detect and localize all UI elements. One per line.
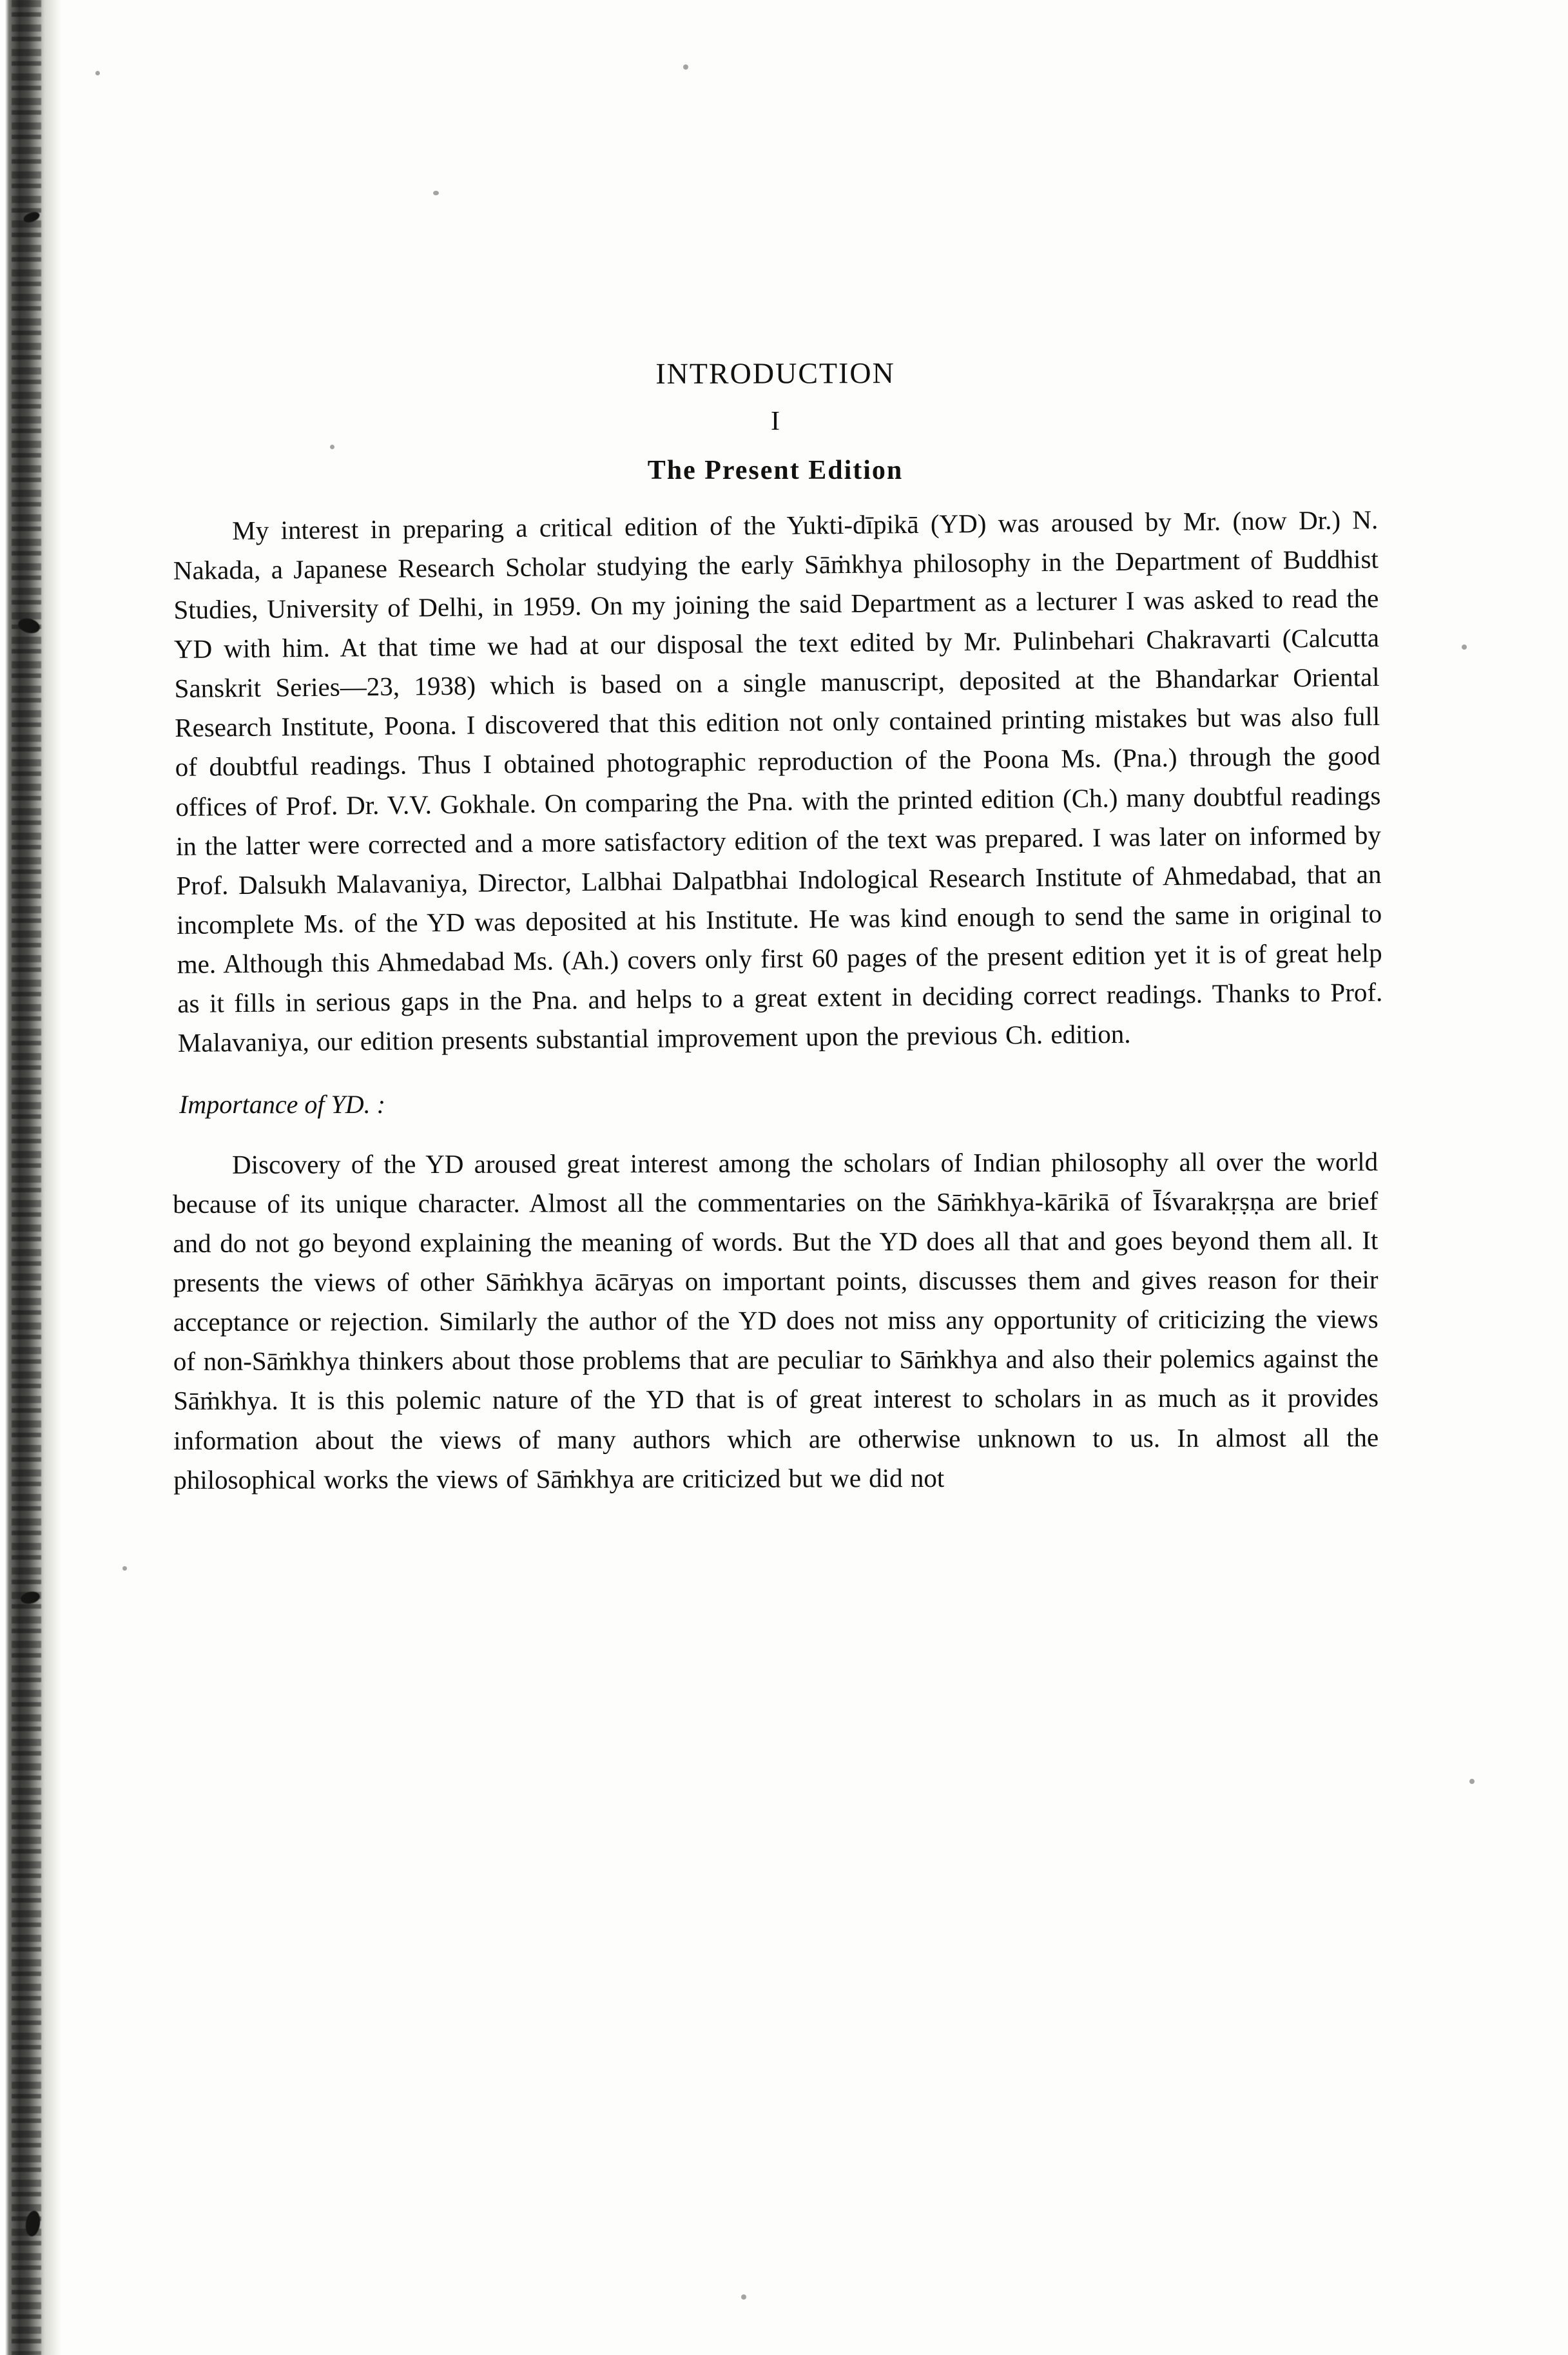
body-paragraph: Discovery of the YD aroused great interest among the scholars of Indian philosophy all over the world because of its unique character. Almost all the commentaries on the Sāṁkhya-kārikā of Īśvarakṛṣṇa are brief and do not go beyond explaining the meaning of words. But the YD does all that and goes beyond them all. It presents the views of other Sāṁkhya ācāryas on important points, discusses them and gives reason for their acceptance or rejection. Similarly the author of the YD does not miss any opportunity of criticizing the views of non-Sāṁkhya thinkers about those problems that are peculiar to Sāṁkhya and also their polemics against the Sāṁkhya. It is this polemic nature of the YD that is of great interest to scholars in as much as it provides information about the views of many authors which are otherwise unknown to us. In almost all the philosophical works the views of Sāṁkhya are criticized but we did not — [173, 1147, 1379, 1495]
scan-speck — [122, 1566, 127, 1571]
scan-speck — [1469, 1779, 1475, 1784]
scan-speck — [95, 71, 100, 75]
book-binding-gutter — [0, 0, 61, 2355]
page-title: INTRODUCTION — [655, 356, 895, 391]
page-content — [173, 0, 1383, 1526]
scan-speck — [1462, 644, 1467, 650]
section-number: I — [771, 407, 780, 436]
scan-speck — [741, 2294, 746, 2300]
body-paragraph: My interest in preparing a critical edition of the Yukti-dīpikā (YD) was aroused by Mr. (now Dr.) N. Nakada, a Japanese Research Scholar studying the early Sāṁkhya philosophy in the Department of Buddhist Studies, University of Delhi, in 1959. On my joining the said Department as a lecturer I was asked to read the YD with him. At that time we had at our disposal the text edited by Mr. Pulinbehari Chakravarti (Calcutta Sanskrit Series—23, 1938) which is based on a single manuscript, deposited at the Bhandarkar Oriental Research Institute, Poona. I discovered that this edition not only contained printing mistakes but was also full of doubtful readings. Thus I obtained photographic reproduction of the Poona Ms. (Pna.) through the good offices of Prof. Dr. V.V. Gokhale. On comparing the Pna. with the printed edition (Ch.) many doubtful readings in the latter were corrected and a more satisfactory edition of the text was prepared. I was later on informed by Prof. Dalsukh Malavaniya, Director, Lalbhai Dalpatbhai Indological Research Institute of Ahmedabad, that an incomplete Ms. of the YD was deposited at his Institute. He was kind enough to send the same in original to me. Although this Ahmedabad Ms. (Ah.) covers only first 60 pages of the present edition yet it is of great help as it fills in serious gaps in the Pna. and helps to a great extent in deciding correct readings. Thanks to Prof. Malavaniya, our edition presents substantial improvement upon the previous Ch. edition. — [173, 505, 1383, 1058]
running-head-importance: Importance of YD. : — [179, 1090, 385, 1119]
section-subtitle: The Present Edition — [647, 456, 904, 485]
gutter-texture — [12, 0, 41, 2355]
